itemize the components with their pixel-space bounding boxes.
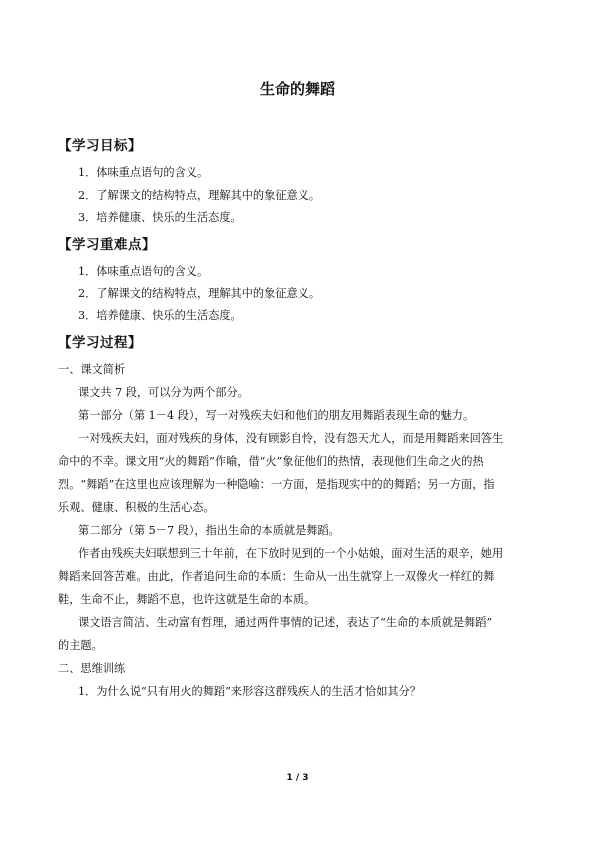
paragraph-line: 作者由残疾夫妇联想到三十年前，在下放时见到的一个小姑娘，面对生活的艰辛，她用 <box>78 547 504 560</box>
paragraph-line: 舞蹈来回答苦难。由此，作者追问生命的本质：生命从一出生就穿上一双像火一样红的舞 <box>58 570 495 583</box>
subsection-heading-training: 二、思维训练 <box>58 662 126 675</box>
paragraph-line: 课文共 7 段，可以分为两个部分。 <box>78 386 249 399</box>
page-number: 1 / 3 <box>286 773 309 783</box>
paragraph-line: 鞋，生命不止，舞蹈不息，也许这就是生命的本质。 <box>58 593 316 606</box>
key-point-item: 3．培养健康、快乐的生活态度。 <box>78 309 242 322</box>
question-item: 1．为什么说“只有用火的舞蹈”来形容这群残疾人的生活才恰如其分？ <box>78 685 421 698</box>
paragraph-line: 一对残疾夫妇，面对残疾的身体，没有顾影自怜，没有怨天尤人，而是用舞蹈来回答生 <box>78 432 504 445</box>
section-heading-goals: 【学习目标】 <box>58 138 142 154</box>
key-point-item: 2．了解课文的结构特点，理解其中的象征意义。 <box>78 287 321 300</box>
section-heading-key-points: 【学习重难点】 <box>58 237 156 253</box>
goal-item: 3．培养健康、快乐的生活态度。 <box>78 211 242 224</box>
page-title: 生命的舞蹈 <box>259 80 335 98</box>
section-heading-process: 【学习过程】 <box>58 335 142 351</box>
goal-item: 1．体味重点语句的含义。 <box>78 166 209 179</box>
key-point-item: 1．体味重点语句的含义。 <box>78 265 209 278</box>
paragraph-line: 第一部分（第 1－4 段），写一对残疾夫妇和他们的朋友用舞蹈表现生命的魅力。 <box>78 409 475 422</box>
paragraph-line: 烈。“舞蹈”在这里也应该理解为一种隐喻：一方面，是指现实中的的舞蹈；另一方面，指 <box>58 478 495 491</box>
subsection-heading-analysis: 一、课文简析 <box>58 363 126 376</box>
paragraph-line: 的主题。 <box>58 639 103 652</box>
goal-item: 2．了解课文的结构特点，理解其中的象征意义。 <box>78 189 321 202</box>
paragraph-line: 第二部分（第 5－7 段），指出生命的本质就是舞蹈。 <box>78 524 340 537</box>
paragraph-line: 课文语言简洁、生动富有哲理，通过两件事情的记述，表达了“生命的本质就是舞蹈” <box>78 616 493 629</box>
paragraph-line: 命中的不幸。课文用“火的舞蹈”作喻，借“火”象征他们的热情，表现他们生命之火的热 <box>58 455 484 468</box>
paragraph-line: 乐观、健康、积极的生活心态。 <box>58 501 215 514</box>
